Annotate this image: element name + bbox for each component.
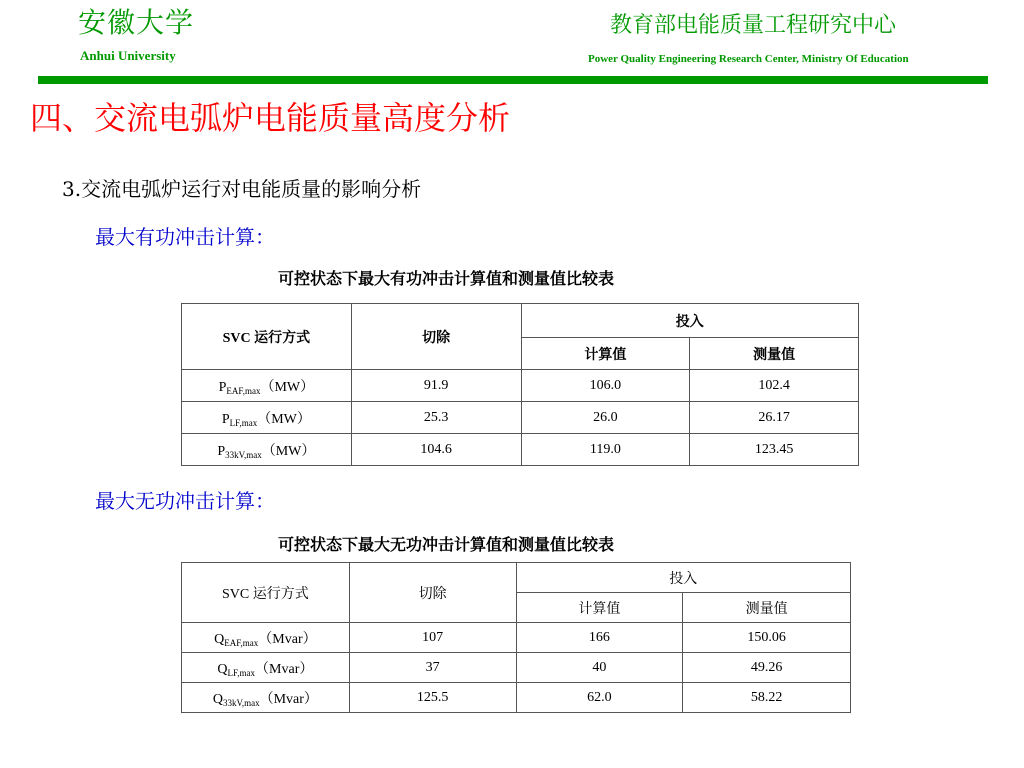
row-label: $Q_{33kV,max}(Mvar)$ (182, 683, 350, 713)
cell-cut: 107 (349, 623, 516, 653)
table-row (182, 402, 859, 434)
cell-calc: 62.0 (516, 683, 683, 713)
cell-calc: 40 (516, 653, 683, 683)
row-label: $Q_{LF,max}(Mvar)$ (182, 653, 350, 683)
section-heading-reactive: 最大无功冲击计算： (95, 489, 275, 513)
reactive-power-table (181, 562, 851, 713)
header-cut: 切除 (351, 304, 521, 370)
header-mode: SVC 运行方式 (182, 304, 352, 370)
table-row (182, 623, 851, 653)
slide-subtitle: 3.交流电弧炉运行对电能质量的影响分析 (62, 177, 422, 201)
section-heading-active: 最大有功冲击计算： (95, 225, 275, 249)
cell-calc: 166 (516, 623, 683, 653)
cell-meas: 123.45 (690, 434, 859, 466)
cell-meas: 26.17 (690, 402, 859, 434)
cell-cut: 125.5 (349, 683, 516, 713)
header-calc: 计算值 (516, 593, 683, 623)
header-divider (38, 76, 988, 84)
cell-calc: 119.0 (521, 434, 690, 466)
cell-calc: 26.0 (521, 402, 690, 434)
header-on: 投入 (516, 563, 850, 593)
cell-cut: 91.9 (351, 370, 521, 402)
cell-meas: 150.06 (683, 623, 851, 653)
header-calc: 计算值 (521, 338, 690, 370)
row-label: $P_{EAF,max}(MW)$ (182, 370, 352, 402)
table-row (182, 653, 851, 683)
slide-title: 四、交流电弧炉电能质量高度分析 (30, 99, 511, 137)
cell-meas: 102.4 (690, 370, 859, 402)
row-label: $Q_{EAF,max}(Mvar)$ (182, 623, 350, 653)
header-meas: 测量值 (683, 593, 851, 623)
research-center-en: Power Quality Engineering Research Center, Ministry Of Education (588, 53, 909, 65)
cell-cut: 104.6 (351, 434, 521, 466)
university-name-cn: 安徽大学 (78, 6, 195, 39)
table-caption-reactive: 可控状态下最大无功冲击计算值和测量值比较表 (278, 535, 615, 554)
header-cut: 切除 (349, 563, 516, 623)
cell-meas: 49.26 (683, 653, 851, 683)
table-caption-active: 可控状态下最大有功冲击计算值和测量值比较表 (278, 269, 615, 288)
cell-cut: 37 (349, 653, 516, 683)
cell-cut: 25.3 (351, 402, 521, 434)
active-power-table (181, 303, 859, 466)
header-on: 投入 (521, 304, 859, 338)
table-row (182, 370, 859, 402)
cell-meas: 58.22 (683, 683, 851, 713)
table-row (182, 683, 851, 713)
university-name-en: Anhui University (80, 48, 176, 63)
table-row (182, 434, 859, 466)
header-meas: 测量值 (690, 338, 859, 370)
cell-calc: 106.0 (521, 370, 690, 402)
row-label: $P_{LF,max}(MW)$ (182, 402, 352, 434)
header-mode: SVC 运行方式 (182, 563, 350, 623)
row-label: $P_{33kV,max}(MW)$ (182, 434, 352, 466)
research-center-cn: 教育部电能质量工程研究中心 (610, 13, 897, 38)
